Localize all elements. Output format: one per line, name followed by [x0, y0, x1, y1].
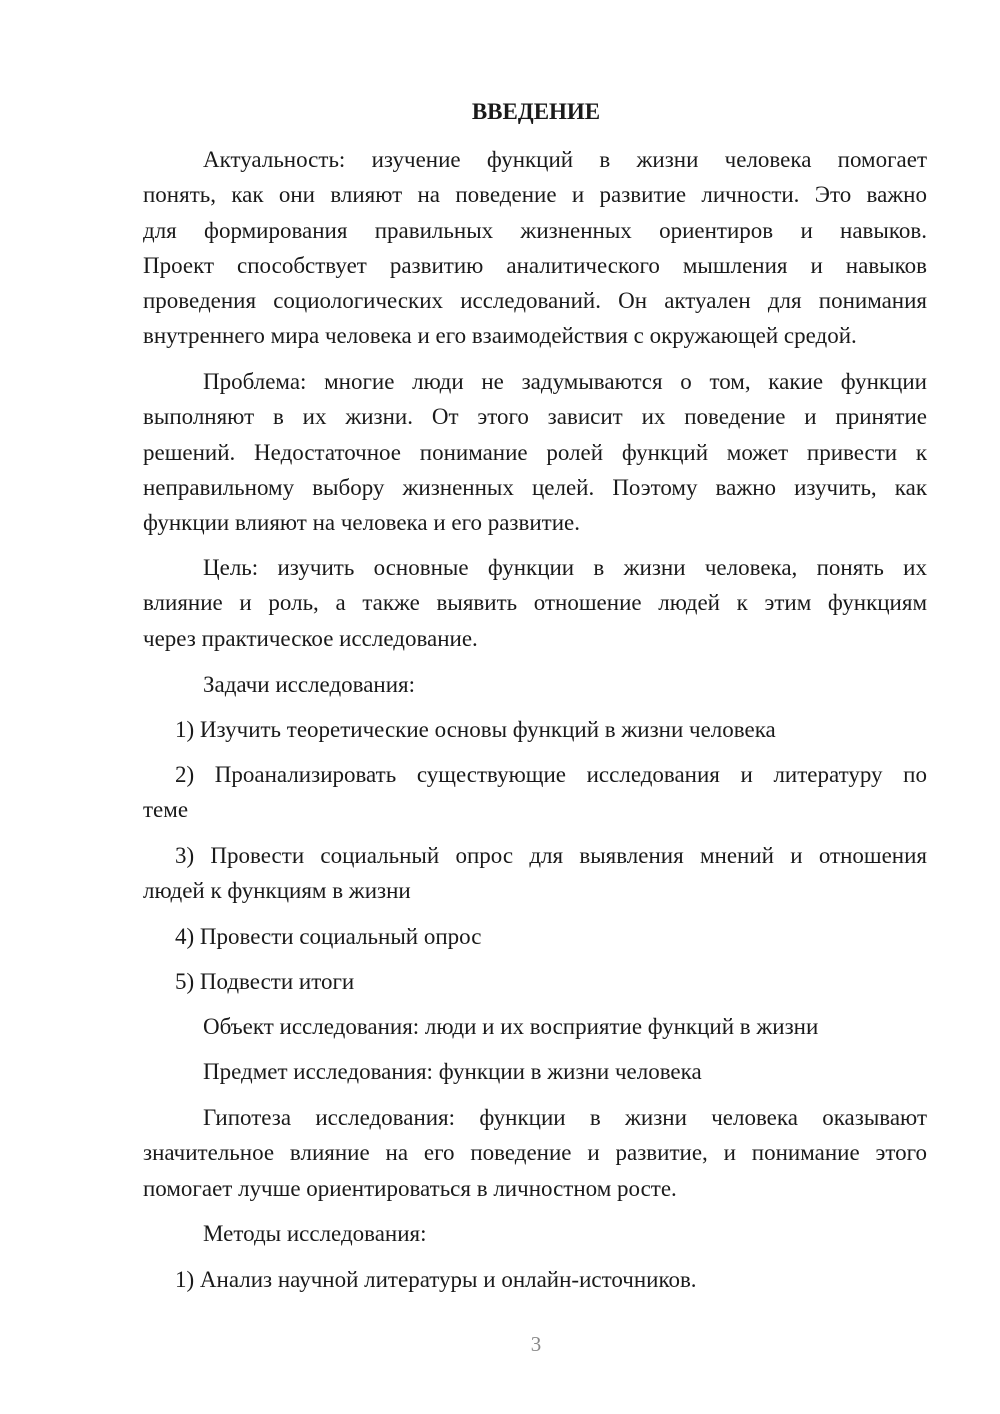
page-title: ВВЕДЕНИЕ [471, 99, 601, 124]
text-line: Проблема: многие люди не задумываются о том, какие функции [203, 369, 927, 394]
text-line: решений. Недостаточное понимание ролей функций может привести к [143, 439, 927, 465]
hypothesis-paragraph [143, 1100, 927, 1206]
text-line: значительное влияние на его поведение и развитие, и понимание этого [143, 1140, 927, 1166]
text-line: влияние и роль, а также выявить отношение людей к этим функциям [143, 590, 927, 616]
text-line: Актуальность: изучение функций в жизни человека помогает [203, 147, 927, 172]
research-subject: Предмет исследования: функции в жизни человека [203, 1059, 702, 1084]
task-item-4: 4) Провести социальный опрос [175, 924, 482, 949]
tasks-title: Задачи исследования: [203, 672, 416, 697]
text-line: через практическое исследование. [143, 625, 478, 651]
page-number: 3 [530, 1332, 542, 1356]
text-line: теме [143, 797, 189, 823]
text-line: неправильному выбору жизненных целей. Поэтому важно изучить, как [143, 474, 927, 500]
text-line: для формирования правильных жизненных ориентиров и навыков. [143, 217, 927, 243]
text-line: Цель: изучить основные функции в жизни человека, понять их [203, 555, 927, 580]
text-line: Гипотеза исследования: функции в жизни человека оказывают [203, 1105, 927, 1130]
text-line: внутреннего мира человека и его взаимодействия с окружающей средой. [143, 323, 857, 349]
text-line: помогает лучше ориентироваться в личностном росте. [143, 1175, 677, 1201]
research-object: Объект исследования: люди и их восприятие функций в жизни [203, 1014, 819, 1039]
relevance-paragraph [143, 142, 927, 354]
task-item-5: 5) Подвести итоги [175, 969, 355, 994]
problem-paragraph [143, 364, 927, 540]
text-line: людей к функциям в жизни [143, 878, 411, 904]
text-line: функции влияют на человека и его развитие. [143, 510, 580, 536]
text-line: Проект способствует развитию аналитического мышления и навыков [143, 252, 927, 278]
task-item-3 [143, 838, 927, 909]
methods-title: Методы исследования: [203, 1221, 427, 1246]
text-line: понять, как они влияют на поведение и развитие личности. Это важно [143, 182, 927, 208]
text-line: 2) Проанализировать существующие исследования и литературу по [175, 762, 927, 787]
text-line: 3) Провести социальный опрос для выявления мнений и отношения [175, 843, 927, 868]
text-line: выполняют в их жизни. От этого зависит их поведение и принятие [143, 404, 927, 430]
task-item-2 [143, 757, 927, 828]
goal-paragraph [143, 550, 927, 656]
method-item-1: 1) Анализ научной литературы и онлайн-источников. [175, 1267, 697, 1292]
text-line: проведения социологических исследований. Он актуален для понимания [143, 288, 927, 314]
task-item-1: 1) Изучить теоретические основы функций в жизни человека [175, 717, 776, 742]
